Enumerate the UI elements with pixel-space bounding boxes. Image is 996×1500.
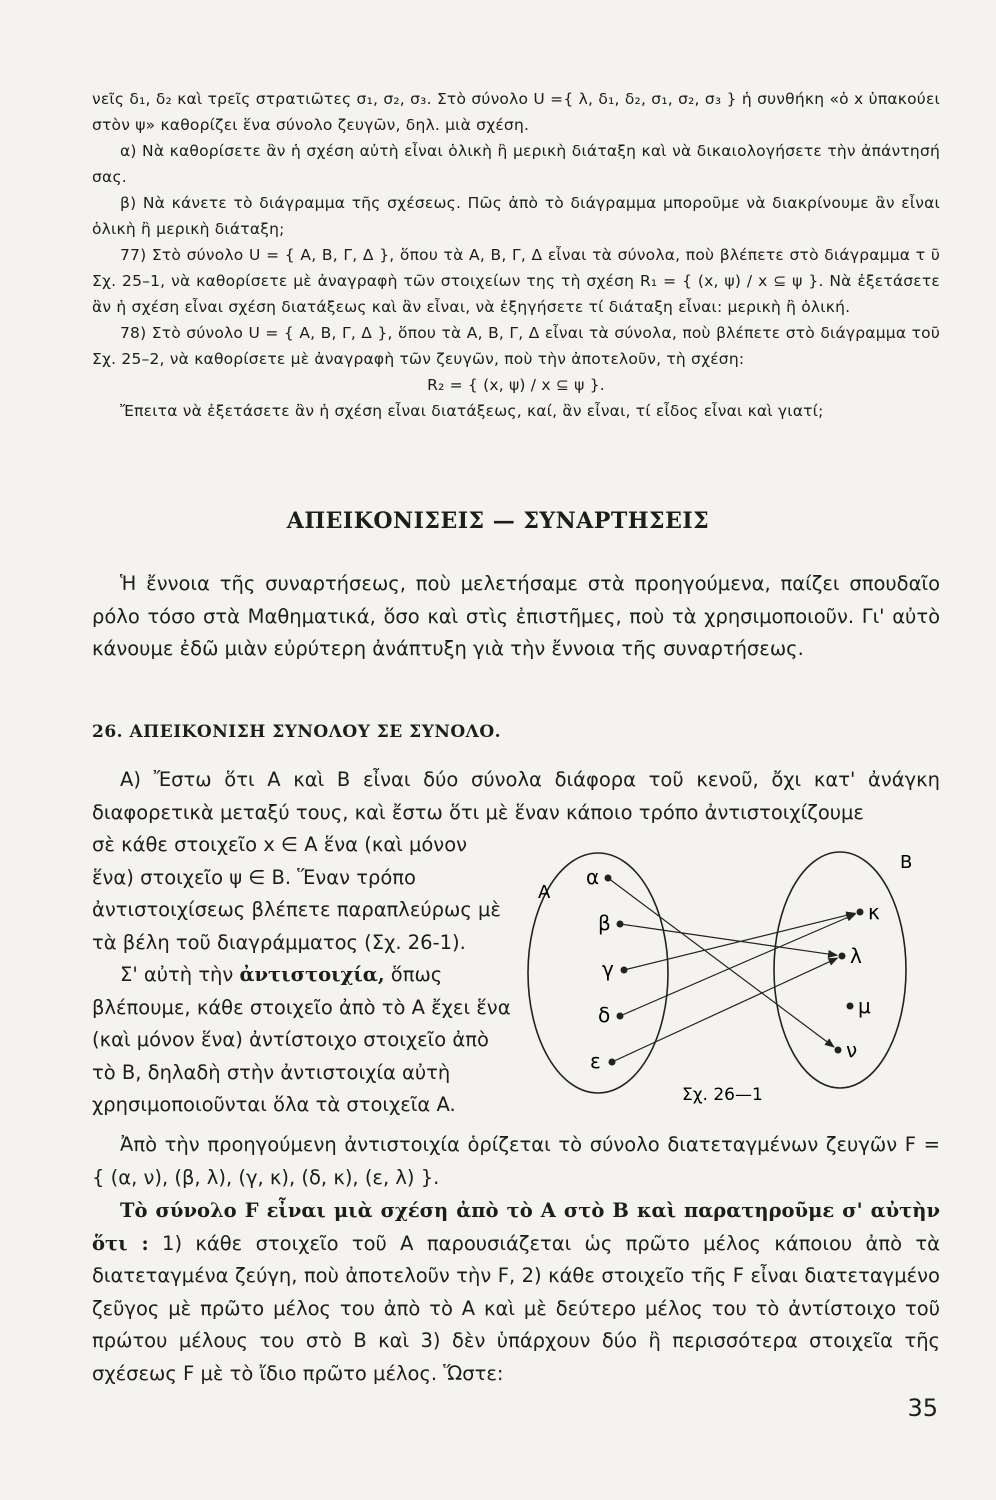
set-a-element-label: α [586,865,600,889]
set-a-label: A [538,882,551,903]
set-a-element-label: ε [590,1049,601,1073]
conditions-paragraph [92,1195,940,1390]
conditions-text: 1) κάθε στοιχεῖο τοῦ A παρουσιάζεται ὡς πρῶτο μέλος κάποιου ἀπὸ τὰ διατεταγμένα ζεύγη, ποὺ ἀποτελοῦν τὴν F, 2) κάθε στοιχεῖο τῆς F εἶναι διατεταγμένο ζεῦγος μὲ πρῶτο μέλος του ἀπὸ τὸ A καὶ μὲ δεύτερο μέλος του τὸ ἀντίστοιχο τοῦ πρώτου μέλους του στὸ B καὶ 3) δὲν ὑπάρχουν δύο ἢ περισσότερα στοιχεῖα τῆς σχέσεως F μὲ τὸ ἴδιο πρῶτο μέλος. Ὥστε: [92,1231,940,1385]
mapping-diagram [520,838,940,1108]
pairs-block [92,1129,940,1194]
correspondence-rest: ὅπως βλέπουμε, κάθε στοιχεῖο ἀπὸ τὸ A ἔχει ἕνα (καὶ μόνον ἕνα) ἀντίστοιχο στοιχεῖο ἀπὸ τὸ B, δηλαδὴ στὴν ἀντιστοιχία αὐτὴ χρησιμοποιοῦνται ὅλα τὰ στοιχεῖα A. [92,963,511,1116]
exercise-78: 78) Στὸ σύνολο U = { A, B, Γ, Δ }, ὅπου τὰ A, B, Γ, Δ εἶναι τὰ σύνολα, ποὺ βλέπετε στὸ διάγραμμα τοῦ Σχ. 25–2, νὰ καθορίσετε μὲ ἀναγραφὴ τῶν ζευγῶν, ποὺ τὴν ἀποτελοῦν, τὴ σχέση: [92,324,940,368]
definition-a-continued: σὲ κάθε στοιχεῖο x ∈ A ἕνα (καὶ μόνον ἕνα) στοιχεῖο ψ ∈ B. Ἕναν τρόπο ἀντιστοιχίσεως βλέπετε παραπλεύρως μὲ τὰ βέλη τοῦ διαγράμματος (Σχ. 26-1). [92,833,501,954]
set-b-label: B [900,852,913,873]
set-b-element-label: κ [868,900,880,924]
set-a-element-label: γ [602,957,614,981]
set-b-element-dot [857,909,864,916]
formula-r2: R₂ = { (x, ψ) / x ⊆ ψ }. [427,376,605,394]
set-a-element-label: β [598,911,611,935]
mapping-arrow [608,878,834,1047]
correspondence-term: ἀντιστοιχία, [239,963,385,986]
page-number: 35 [907,1394,938,1422]
set-b-element-dot [847,1003,854,1010]
definition-a-intro [92,764,940,829]
set-a-elements [586,865,628,1073]
set-b-element-label: λ [850,944,862,968]
figure-caption: Σχ. 26—1 [682,1085,763,1105]
exercise-78-followup: Ἔπειτα νὰ ἐξετάσετε ἂν ἡ σχέση εἶναι διατάξεως, καί, ἂν εἶναι, τί εἶδος εἶναι καὶ γιατί; [120,402,824,420]
set-b-elements [835,900,881,1062]
set-b-element-label: μ [858,994,871,1018]
pairs-text: Ἀπὸ τὴν προηγούμενη ἀντιστοιχία ὁρίζεται τὸ σύνολο διατεταγμένων ζευγῶν F = { (α, ν), (β, λ), (γ, κ), (δ, κ), (ε, λ) }. [92,1133,940,1189]
set-b-element-dot [835,1047,842,1054]
conditions-block [92,1195,940,1390]
mapping-arrow [620,924,837,955]
definition-a-text: A) Ἔστω ὅτι A καὶ B εἶναι δύο σύνολα διάφορα τοῦ κενοῦ, ὄχι κατ' ἀνάγκη διαφορετικὰ μεταξύ τους, καὶ ἔστω ὅτι μὲ ἕναν κάποιο τρόπο ἀντιστοιχίζουμε [92,768,940,824]
intro-paragraph: Ἡ ἔννοια τῆς συναρτήσεως, ποὺ μελετήσαμε στὰ προηγούμενα, παίζει σπουδαῖο ρόλο τόσο στὰ Μαθηματικά, ὅσο καὶ στὶς ἐπιστῆμες, ποὺ τὰ χρησιμοποιοῦν. Γι' αὐτὸ κάνουμε ἐδῶ μιὰν εὐρύτερη ἀνάπτυξη γιὰ τὴν ἔννοια τῆς συναρτήσεως. [92,572,940,660]
correspondence-lead: Σ' αὐτὴ τὴν [120,963,240,986]
mapping-arrow [612,958,837,1062]
narrow-text-column [92,829,512,1122]
mapping-arrow [624,913,855,970]
section-intro [92,568,940,666]
section-title: ΑΠΕΙΚΟΝΙΣΕΙΣ — ΣΥΝΑΡΤΗΣΕΙΣ [286,508,710,534]
exercises-block [92,86,940,424]
set-b-element-label: ν [846,1038,858,1062]
exercise-76-text: νεῖς δ₁, δ₂ καὶ τρεῖς στρατιῶτες σ₁, σ₂, σ₃. Στὸ σύνολο U ={ λ, δ₁, δ₂, σ₁, σ₂, σ₃ } ἡ συνθήκη «ὁ x ὑπακούει στὸν ψ» καθορίζει ἕνα σύνολο ζευγῶν, δηλ. μιὰ σχέση. [92,90,940,134]
correspondence-paragraph [92,959,512,1122]
mapping-arrows [608,878,858,1062]
relation-statement: Τὸ σύνολο F εἶναι μιὰ σχέση ἀπὸ τὸ A στὸ B καὶ παρατηροῦμε σ' αὐτὴν ὅτι : [92,1199,940,1255]
exercise-76-part-a: α) Νὰ καθορίσετε ἂν ἡ σχέση αὐτὴ εἶναι ὁλικὴ ἢ μερικὴ διάταξη καὶ νὰ δικαιολογήσετε τὴν ἀπάντησή σας. [92,142,940,186]
subsection-title: 26. ΑΠΕΙΚΟΝΙΣΗ ΣΥΝΟΛΟΥ ΣΕ ΣΥΝΟΛΟ. [92,722,502,742]
set-a-element-label: δ [598,1003,611,1027]
exercise-77: 77) Στὸ σύνολο U = { A, B, Γ, Δ }, ὅπου τὰ A, B, Γ, Δ εἶναι τὰ σύνολα, ποὺ βλέπετε στὸ διάγραμμα τ ῦ Σχ. 25–1, νὰ καθορίσετε μὲ ἀναγραφὴ τῶν στοιχείων της τὴ σχέση R₁ = { (x, ψ) / x ⊆ ψ }. Νὰ ἐξετάσετε ἂν ἡ σχέση εἶναι σχέση διατάξεως καὶ ἂν εἶναι, νὰ ἐξηγήσετε τί διάταξη εἶναι: μερικὴ ἢ ὁλική. [92,246,940,316]
exercise-76-part-b: β) Νὰ κάνετε τὸ διάγραμμα τῆς σχέσεως. Πῶς ἀπὸ τὸ διάγραμμα μποροῦμε νὰ διακρίνουμε ἂν εἶναι ὁλικὴ ἢ μερικὴ διάταξη; [92,194,940,238]
set-b-element-dot [839,953,846,960]
